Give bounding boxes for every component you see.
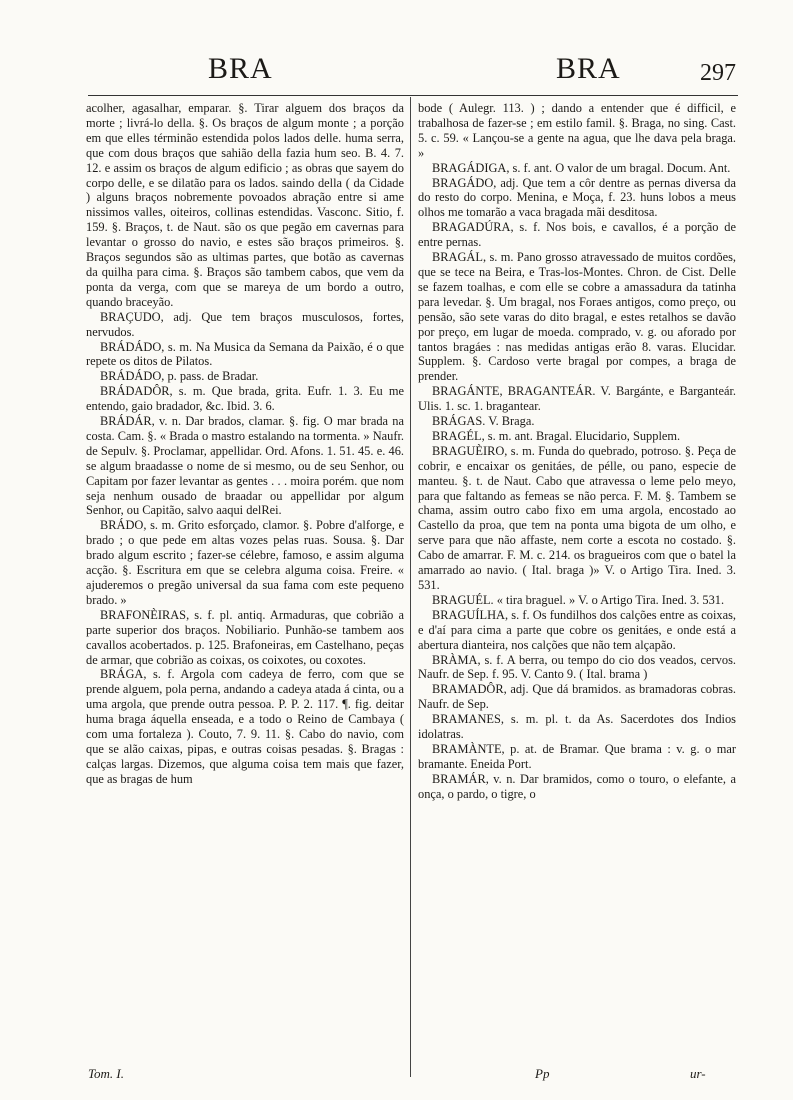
entry-bragel: BRAGÉL, s. m. ant. Bragal. Elucidario, Supplem. — [432, 428, 681, 443]
entry-bragante: BRAGÁNTE, BRAGANTEÁR. V. Bargánte, e Barganteár. Ulis. 1. sc. 1. bragantear. — [418, 384, 736, 414]
header-rule — [88, 95, 738, 96]
entry-braga-continued: bode ( Aulegr. 113. ) ; dando a entender que é difficil, e trabalhosa de fazer-se ; em estilo famil. §. Braga, no sing. Cast. 5. c. 59. « Lançou-se a gente na agua, que lhe dava pela braga. » — [418, 101, 736, 160]
entry-bragas: BRÁGAS. V. Braga. — [432, 414, 535, 429]
entry-braguel: BRAGUÉL. « tira braguel. » V. o Artigo Tira. Ined. 3. 531. — [432, 592, 725, 607]
entry-bragal: BRAGÁL, s. m. Pano grosso atravessado de muitos cordões, que se tece na Beira, e Tras-los-Montes. Chron. de Cist. Delle se fazem toalhas, e com elle se cobre a amassadura da tatinha para levedar. §. Um bragal, nos Foraes antigos, como preço, ou pensão, são sete varas do dito bragal, e estes retalhos se davão por preço, em lugar de moeda. comprado, v. g. ou aforado por tantos bragáes : nas medidas antigas erão 8. varas. Elucidar. Supplem. §. Cardoso verte bragal por compes, a braga de prender. — [418, 250, 736, 384]
gathering-signature: Pp — [535, 1066, 550, 1081]
entry-braguilha: BRAGUÍLHA, s. f. Os fundilhos dos calções entre as coixas, e d'aí para cima a parte que cobre os genitáes, e onde está a abertura dianteira, nos calções que não tem alçapão. — [418, 607, 736, 652]
entry-bradado-participle: BRÁDÁDO, p. pass. de Bradar. — [100, 369, 259, 384]
page-number: 297 — [700, 60, 736, 86]
running-head-right: BRA — [556, 52, 621, 85]
entry-bramanes: BRAMANES, s. m. pl. t. da As. Sacerdotes dos Indios idolatras. — [418, 712, 736, 742]
entry-brado: BRÁDO, s. m. Grito esforçado, clamor. §. Pobre d'alforge, e brado ; o que pede em altas vozes pelas ruas. Sousa. §. Dar brado algum escrito ; fazer-se célebre, famoso, e assim alguma acção. §. Escritura em que se celebra alguma coisa. Freire. « ajuderemos o pregão universal da sua fama com este pequeno brado. » — [86, 518, 404, 607]
entry-brafoneiras: BRAFONÈIRAS, s. f. pl. antiq. Armaduras, que cobrião a parte superior dos braços. Nobiliario. Punhão-se tambem aos cavallos acobertados. p. 125. Brafoneiras, em Castelhano, peças de armar, que cobrião as coixas, os coixotes, ou coxotes. — [86, 607, 404, 667]
running-head-left: BRA — [208, 52, 273, 85]
entry-brama: BRÀMA, s. f. A berra, ou tempo do cio dos veados, cervos. Naufr. de Sep. f. 95. V. Canto 9. ( Ital. brama ) — [418, 652, 736, 682]
column-divider — [410, 97, 411, 1077]
entry-bramador: BRAMADÔR, adj. Que dá bramidos. as bramadoras cobras. Naufr. de Sep. — [418, 682, 736, 712]
entry-bracudo: BRAÇUDO, adj. Que tem braços musculosos, fortes, nervudos. — [86, 309, 404, 339]
entry-bradar: BRÁDÁR, v. n. Dar brados, clamar. §. fig. O mar brada na costa. Cam. §. « Brada o mastro estalando na tormenta. » Naufr. de Sepulv. §. Proclamar, appellidar. Ord. Afons. 1. 51. 45. e. 46. se algum braadasse o nome de si mesmo, ou de seu Senhor, ou Capitam por fazer levantar as gentes . . . moira porém. que nom seja nenhum ousado de braadar ou appellidar por algum Senhor, ou Capitão, salvo aaqui delRei. — [86, 414, 404, 518]
entry-bradador: BRÁDADÔR, s. m. Que brada, grita. Eufr. 1. 3. Eu me entendo, gaio bradador, &c. Ibid. 3. 6. — [86, 384, 404, 414]
entry-bramante: BRAMÀNTE, p. at. de Bramar. Que brama : v. g. o mar bramante. Eneida Port. — [418, 741, 736, 771]
entry-braga: BRÁGA, s. f. Argola com cadeya de ferro, com que se prende alguem, pola perna, andando a cadeya atada á cinta, ou a uma argola, que prende outra pessoa. P. P. 2. 117. ¶. fig. deitar huma braga áquella enseada, e a todo o Reino de Cambaya ( com uma fortaleza ). Couto, 7. 9. 11. §. Cabo do navio, com que se alão caixas, pipas, e outras coisas pesadas. §. Bragas : calças largas. Dizemos, que alguma coisa tem mais que fazer, que as bragas de hum — [86, 667, 404, 786]
entry-bragueiro: BRAGUÈIRO, s. m. Funda do quebrado, potroso. §. Peça de cobrir, e encaixar os genitáes, de pélle, ou pano, especie de manteu. §. t. de Naut. Cabo que atravessa o leme pelo meyo, para que faltando as femeas se não perca. F. M. §. Tambem se chama, assim outro cabo fixo em uma argola, encostado ao Castello da proa, que tem na ponta uma bigota de um olho, e serve para que não affaste, nem corte a escota no costado. §. Cabo de amarrar. F. M. c. 214. os bragueiros com que o batel la amarrado ao navio. ( Ital. braga )» V. o Artigo Tira. Ined. 3. 531. — [418, 443, 736, 592]
entry-bradado-noun: BRÁDÁDO, s. m. Na Musica da Semana da Paixão, é o que repete os ditos de Pilatos. — [86, 339, 404, 369]
entry-bragadura: BRAGADÚRA, s. f. Nos bois, e cavallos, é a porção de entre pernas. — [418, 220, 736, 250]
left-column — [86, 101, 404, 787]
entry-bragado: BRAGÁDO, adj. Que tem a côr dentre as pernas diversa da do resto do corpo. Menina, e Moça, f. 23. huns lobos a meus olhos me tomarão a vaca bragada mãi desditosa. — [418, 175, 736, 220]
entry-bragadiga: BRAGÁDIGA, s. f. ant. O valor de um bragal. Docum. Ant. — [432, 160, 731, 175]
volume-signature: Tom. I. — [88, 1066, 125, 1081]
right-column — [418, 101, 736, 802]
entry-braco-continued: acolher, agasalhar, emparar. §. Tirar alguem dos braços da morte ; livrá-lo della. §. Os braços de algum monte ; a porção em que elles términão estendida polos lados delle. huma serra, que com dous braços que sahião della fazia hum seo. B. 4. 7. 12. e assim os braços de algum edificio ; as obras que sayem do corpo delle, e se dilatão para os lados. saindo della ( da Cidade ) alguns braços nobremente povoados abração entre si ame nissimos valles, oiteiros, collinas estendidas. Vasconc. Sitio, f. 159. §. Braços, t. de Naut. são os que pegão em cavernas para levantar o grosso do navio, e estes são braços primeiros. §. Braços segundos são as ultimas partes, que botão as cavernas da quilha para cima. §. Braços são tambem cabos, que vem da ponta da verga, com que se mareya de um bordo a outro, quando braceyão. — [86, 101, 404, 309]
entry-bramar: BRAMÁR, v. n. Dar bramidos, como o touro, o elefante, a onça, o pardo, o tigre, o — [418, 771, 736, 801]
catchword: ur- — [690, 1066, 706, 1081]
